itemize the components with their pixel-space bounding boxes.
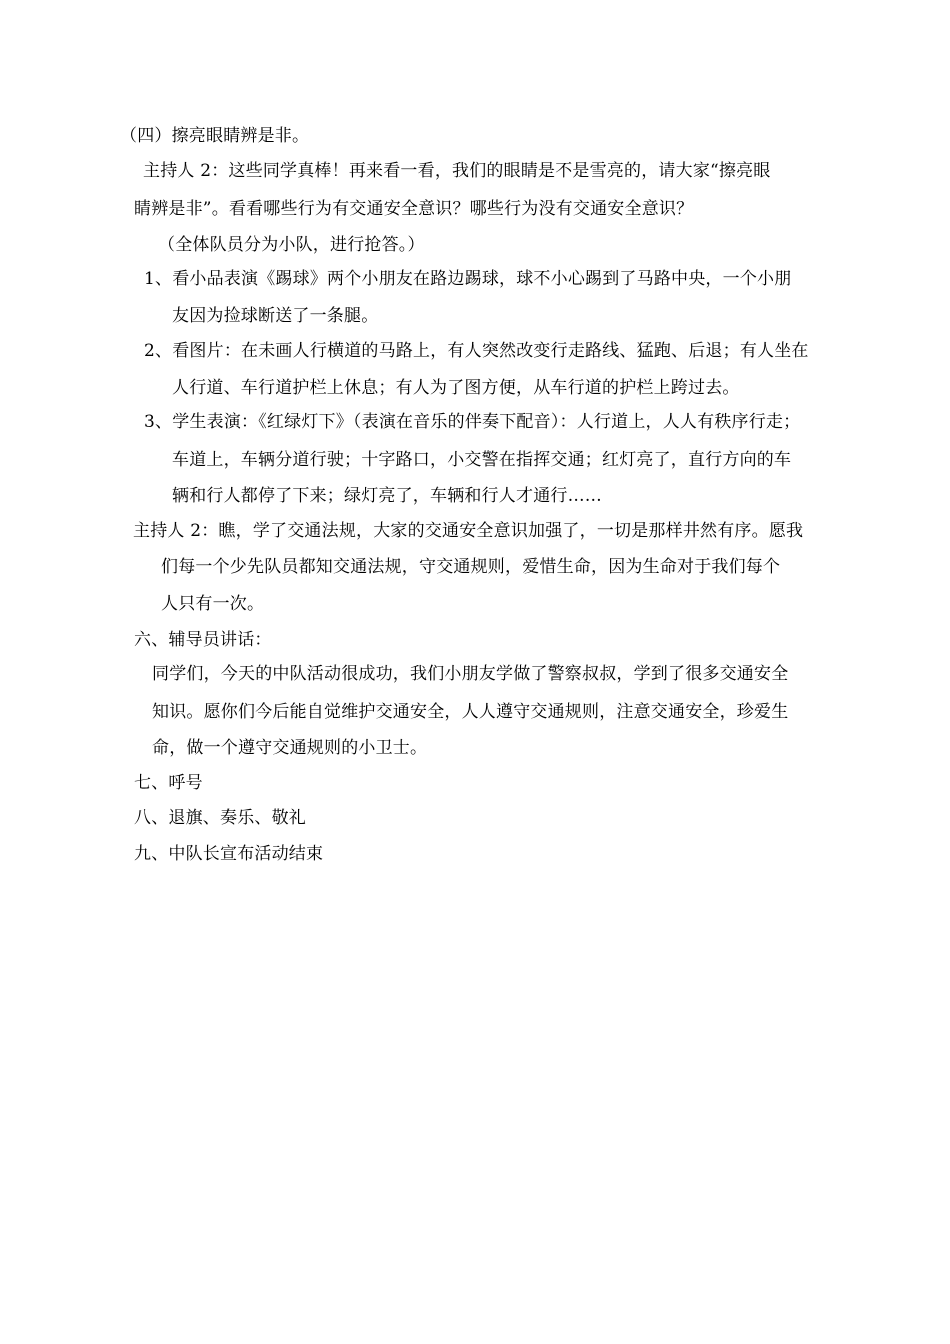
item-2-line-1: 2、看图片：在未画人行横道的马路上，有人突然改变行走路线、猛跑、后退；有人坐在	[144, 341, 809, 361]
item-1-line-1: 1、看小品表演《踢球》两个小朋友在路边踢球，球不小心踢到了马路中央，一个小朋	[144, 269, 792, 289]
host-2-line-1: 主持人 2：这些同学真棒！再来看一看，我们的眼睛是不是雪亮的，请大家“擦亮眼	[143, 161, 771, 181]
host-2-summary-line-1: 主持人 2：瞧，学了交通法规，大家的交通安全意识加强了，一切是那样井然有序。愿我	[133, 521, 804, 541]
item-3-line-1: 3、学生表演：《红绿灯下》（表演在音乐的伴奏下配音）：人行道上，人人有秩序行走；	[144, 412, 801, 432]
host-2-summary-line-3: 人只有一次。	[161, 594, 265, 614]
section-heading-4: （四）擦亮眼睛辨是非。	[120, 126, 310, 146]
item-2-line-2: 人行道、车行道护栏上休息；有人为了图方便，从车行道的护栏上跨过去。	[172, 378, 740, 398]
item-3-line-2: 车道上，车辆分道行驶；十字路口，小交警在指挥交通；红灯亮了，直行方向的车	[172, 450, 792, 470]
host-2-line-2: 睛辨是非”。看看哪些行为有交通安全意识？哪些行为没有交通安全意识？	[134, 199, 694, 219]
item-3-line-3: 辆和行人都停了下来；绿灯亮了，车辆和行人才通行……	[172, 486, 602, 506]
section-heading-8: 八、退旗、奏乐、敬礼	[134, 808, 306, 828]
instruction-note: （全体队员分为小队，进行抢答。）	[158, 235, 425, 255]
section-heading-7: 七、呼号	[134, 773, 203, 793]
section-heading-9: 九、中队长宣布活动结束	[134, 844, 324, 864]
counselor-speech-line-1: 同学们，今天的中队活动很成功，我们小朋友学做了警察叔叔，学到了很多交通安全	[152, 664, 789, 684]
counselor-speech-line-3: 命，做一个遵守交通规则的小卫士。	[152, 738, 428, 758]
item-1-line-2: 友因为捡球断送了一条腿。	[172, 306, 379, 326]
counselor-speech-line-2: 知识。愿你们今后能自觉维护交通安全，人人遵守交通规则，注意交通安全，珍爱生	[152, 702, 789, 722]
host-2-summary-line-2: 们每一个少先队员都知交通法规，守交通规则，爱惜生命，因为生命对于我们每个	[161, 557, 781, 577]
section-heading-6: 六、辅导员讲话：	[134, 630, 272, 650]
